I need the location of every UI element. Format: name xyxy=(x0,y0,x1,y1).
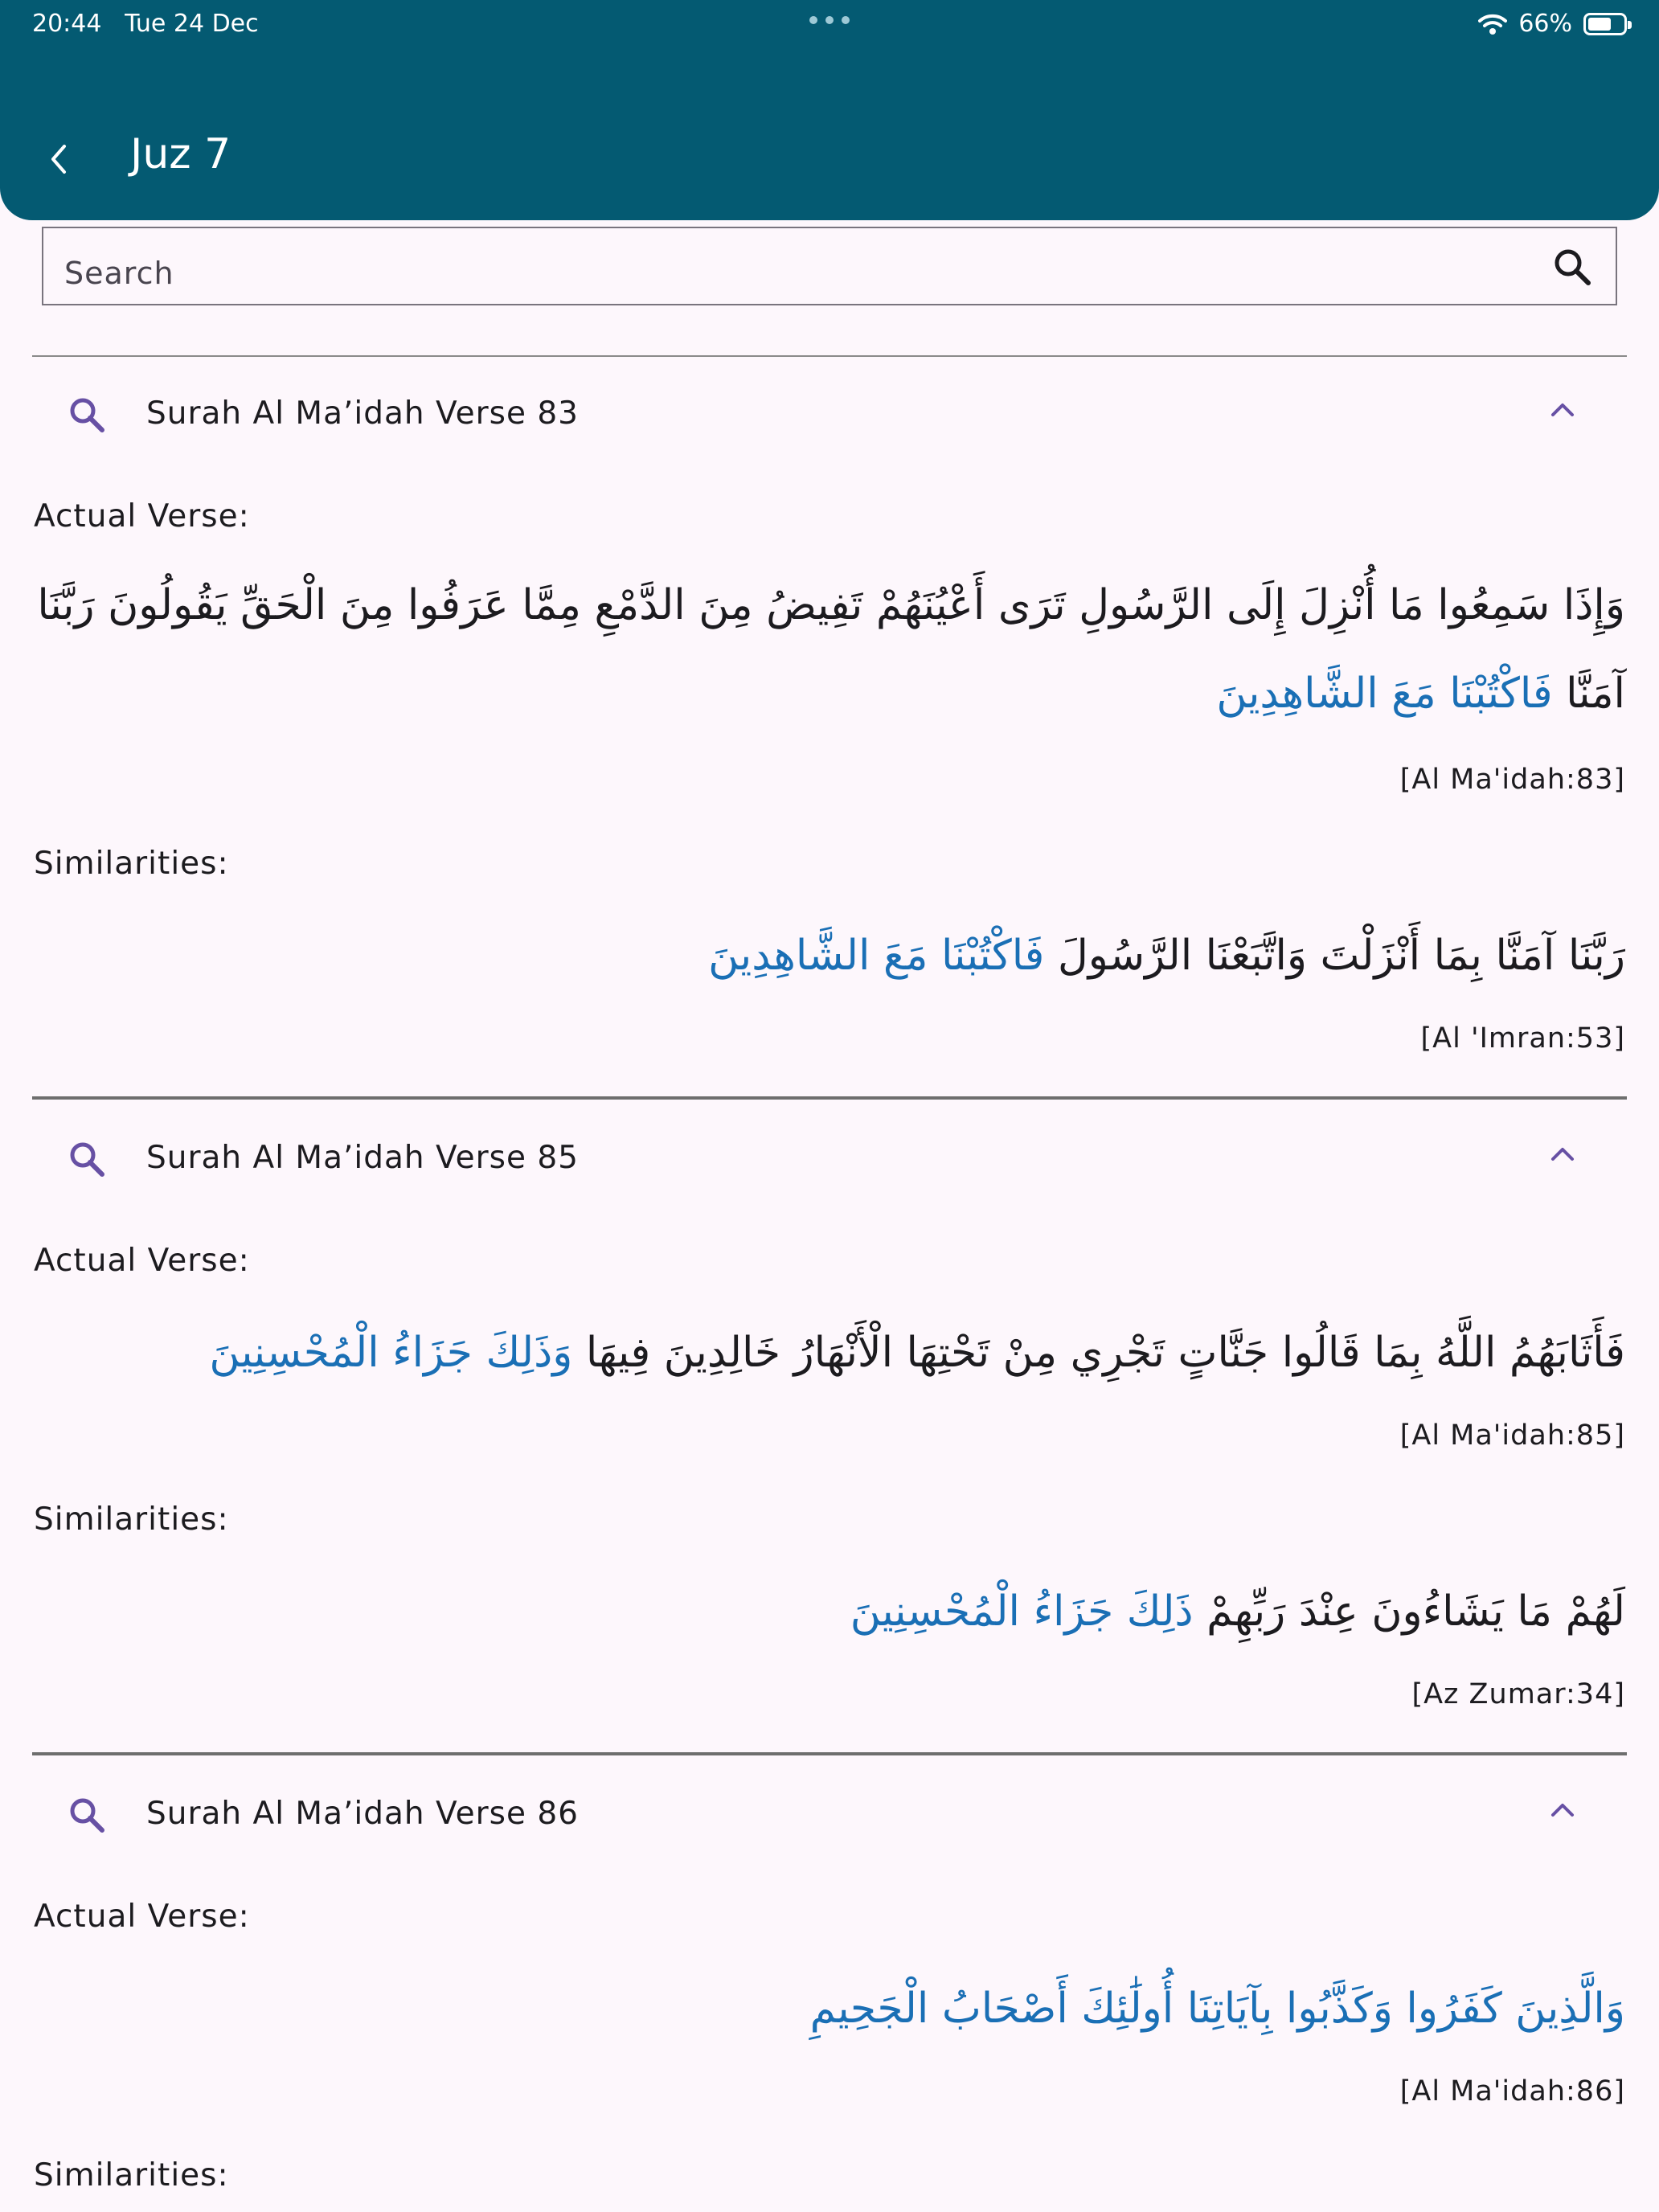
verse-reference: [Al Ma'idah:85] xyxy=(1399,1419,1625,1452)
search-icon xyxy=(68,395,106,434)
verse-reference: [Al Ma'idah:83] xyxy=(1399,764,1625,796)
divider xyxy=(32,355,1627,357)
verse-highlight: فَاكْتُبْنَا مَعَ الشَّاهِدِينَ xyxy=(1216,670,1553,718)
search-icon xyxy=(68,1796,106,1834)
verse-highlight: فَاكْتُبْنَا مَعَ الشَّاهِدِينَ xyxy=(708,932,1045,980)
verse-highlight: وَالَّذِينَ كَفَرُوا وَكَذَّبُوا بِآيَاتِنَا أُولَٰئِكَ أَصْحَابُ الْجَحِيمِ xyxy=(809,1985,1625,2033)
status-date: Tue 24 Dec xyxy=(125,10,259,38)
verse-text: وَإِذَا سَمِعُوا مَا أُنْزِلَ إِلَى الرَّسُولِ تَرَى أَعْيُنَهُمْ تَفِيضُ مِنَ الدَّمْعِ مِمَّا عَرَفُوا مِنَ الْحَقِّ يَقُولُونَ رَبَّنَا آمَنَّا xyxy=(37,581,1625,718)
app-bar xyxy=(0,0,1659,220)
battery-icon xyxy=(1583,13,1627,35)
status-bar xyxy=(32,10,1627,39)
entry-title: Surah Al Ma’idah Verse 83 xyxy=(146,395,579,432)
verse-reference: [Al Ma'idah:86] xyxy=(1399,2075,1625,2108)
actual-verse-label: Actual Verse: xyxy=(34,1243,250,1279)
search-placeholder: Search xyxy=(64,256,174,291)
actual-verse-label: Actual Verse: xyxy=(34,1899,250,1935)
entry-header-verse-85[interactable] xyxy=(32,1122,1627,1194)
similarities-label: Similarities: xyxy=(34,1501,229,1538)
similarities-label: Similarities: xyxy=(34,846,229,882)
chevron-left-icon xyxy=(48,143,68,175)
search-icon[interactable] xyxy=(1551,246,1593,288)
similar-verse-text xyxy=(34,1567,1625,1656)
battery-percent: 66% xyxy=(1518,10,1572,38)
entry-header-verse-83[interactable] xyxy=(32,378,1627,450)
status-time xyxy=(32,10,259,38)
chevron-up-icon[interactable] xyxy=(1550,1800,1575,1820)
page-title: Juz 7 xyxy=(130,130,231,178)
verse-reference: [Al 'Imran:53] xyxy=(1420,1022,1625,1055)
multitasking-dots-icon[interactable] xyxy=(809,16,850,24)
actual-verse-text xyxy=(34,1309,1625,1397)
similarities-label: Similarities: xyxy=(34,2157,229,2194)
chevron-up-icon[interactable] xyxy=(1550,1145,1575,1164)
entry-header-verse-86[interactable] xyxy=(32,1778,1627,1850)
divider xyxy=(32,1096,1627,1100)
status-clock: 20:44 xyxy=(32,10,102,38)
verse-text: رَبَّنَا آمَنَّا بِمَا أَنْزَلْتَ وَاتَّبَعْنَا الرَّسُولَ xyxy=(1044,932,1625,980)
actual-verse-text xyxy=(34,1964,1625,2053)
entry-title: Surah Al Ma’idah Verse 85 xyxy=(146,1140,579,1176)
verse-text: فَأَثَابَهُمُ اللَّهُ بِمَا قَالُوا جَنَّاتٍ تَجْرِي مِنْ تَحْتِهَا الْأَنْهَارُ خَالِدِينَ فِيهَا xyxy=(572,1329,1625,1377)
verse-text: لَهُمْ مَا يَشَاءُونَ عِنْدَ رَبِّهِمْ xyxy=(1193,1587,1625,1636)
actual-verse-label: Actual Verse: xyxy=(34,498,250,535)
search-input[interactable] xyxy=(42,227,1617,305)
chevron-up-icon[interactable] xyxy=(1550,400,1575,420)
verse-highlight: وَذَلِكَ جَزَاءُ الْمُحْسِنِينَ xyxy=(209,1329,573,1377)
wifi-icon xyxy=(1478,13,1507,35)
entry-title: Surah Al Ma’idah Verse 86 xyxy=(146,1796,579,1832)
divider xyxy=(32,1752,1627,1755)
verse-highlight: ذَلِكَ جَزَاءُ الْمُحْسِنِينَ xyxy=(850,1587,1194,1636)
verse-reference: [Az Zumar:34] xyxy=(1411,1678,1625,1710)
search-icon xyxy=(68,1140,106,1178)
similar-verse-text xyxy=(34,911,1625,1000)
back-button[interactable] xyxy=(40,135,76,183)
actual-verse-text xyxy=(34,561,1625,738)
